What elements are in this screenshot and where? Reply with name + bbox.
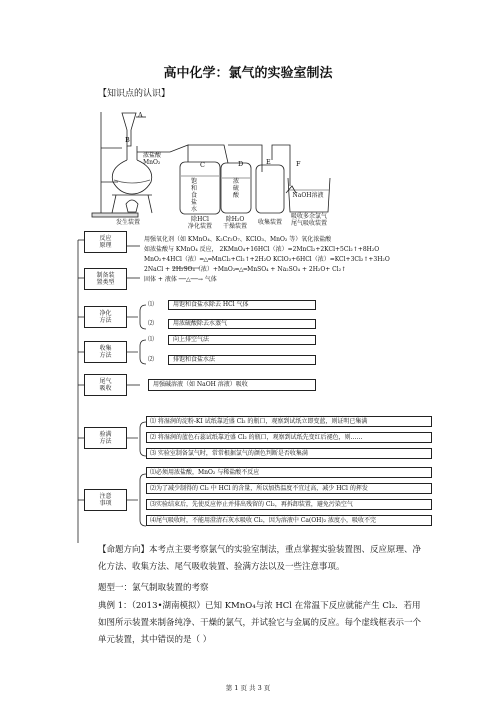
- full-check-item: ⑴ 将湿润的淀粉-KI 试纸靠近盛 Cl₂ 的瓶口，观察到试纸立即变蓝，则证明已集满: [146, 416, 432, 427]
- purify-item-number: ⑴: [148, 301, 155, 308]
- caption-generator: 发生装置: [115, 219, 140, 226]
- row-heading-tail-gas: 尾气 吸收: [84, 374, 127, 396]
- principle-line: 2NaCl + 2H₂SO₄（浓）+MnO₂═△═MnSO₄ + Na₂SO₄ + 2H₂O+ Cl₂↑: [144, 266, 347, 273]
- tail-gas-item: 用强碱溶液（如 NaOH 溶液）吸收: [148, 379, 316, 391]
- page-footer: 第 1 页 共 3 页: [225, 684, 271, 692]
- principle-line: 用强氧化剂（如 KMnO₄、K₂Cr₂O₇、KClO₃、MnO₂ 等）氧化浓盐酸: [144, 236, 332, 243]
- bottle-d-liquid: 浓硫酸: [232, 178, 239, 199]
- label-f: F: [296, 160, 301, 168]
- row-heading-notes: 注意 事项: [84, 489, 127, 511]
- note-item: ⑷尾气吸收时，不能用澄清石灰水吸收 Cl₂，因为溶液中 Ca(OH)₂ 浓度小，吸收不完: [146, 515, 432, 526]
- purify-item: 用饱和食盐水除去 HCl 气体: [168, 300, 316, 310]
- label-e: E: [266, 158, 271, 166]
- caption-collect: 收集装置: [257, 219, 282, 226]
- caption-purify: 除HCl 净化装置: [187, 216, 212, 230]
- collect-item: 排饱和食盐水法: [168, 355, 316, 365]
- principle-line: MnO₂+4HCl（浓）═△═MnCl₂+Cl₂↑+2H₂O KClO₃+6HCl（浓）=KCl+3Cl₂↑+3H₂O: [144, 256, 390, 263]
- beaker-liquid: NaOH溶液: [292, 192, 324, 199]
- full-check-item: ⑵ 将湿润的蓝色石蕊试纸靠近盛 Cl₂ 的瓶口，观察到试纸先变红后褪色，则……: [146, 432, 432, 443]
- full-check-item: ⑶ 实验室制备氯气时，常常根据氯气的颜色判断是否收集满: [146, 448, 432, 459]
- page-title: 高中化学：氯气的实验室制法: [163, 66, 333, 81]
- label-c: C: [200, 161, 205, 169]
- collect-item-number: ⑵: [148, 356, 155, 363]
- row-heading-apparatus-type: 制备装 置类型: [84, 268, 127, 290]
- label-b: B: [125, 136, 130, 144]
- row-heading-full-check: 验满 方法: [84, 427, 127, 449]
- row-heading-purify: 净化 方法: [84, 306, 127, 328]
- purify-item: 用浓硫酸除去水蒸气: [168, 319, 316, 329]
- purify-item-number: ⑵: [148, 320, 155, 327]
- caption-absorb: 吸收多余氯气 尾气吸收装置: [290, 213, 327, 227]
- bottle-c-liquid: 饱和食盐水: [190, 178, 197, 213]
- caption-dry: 除H₂O 干燥装置: [222, 216, 247, 230]
- topic-heading: 题型一：氯气制取装置的考察: [98, 583, 209, 593]
- row-heading-principle: 反应 原理: [84, 231, 127, 253]
- collect-item-number: ⑴: [148, 336, 155, 343]
- note-item: ⑶实验结束后，先使反应停止并排出残留的 Cl₂，再拆卸装置，避免污染空气: [146, 499, 432, 510]
- label-d: D: [238, 160, 244, 168]
- principle-line: 如浓盐酸与 KMnO₄ 反应， 2KMnO₄+16HCl（浓）=2MnCl₂+2KCl+5Cl₂↑+8H₂O: [144, 246, 380, 253]
- note-item: ⑴必须用浓盐酸，MnO₂ 与稀盐酸不反应: [146, 467, 432, 478]
- example-question: 典例 1：（2013•湖南模拟）已知 KMnO₄与浓 HCl 在常温下反应就能产生 Cl₂．若用如图所示装置来制备纯净、干燥的氯气，并试验它与金属的反应。每个虚线框表示一个单元装置，其中错误的是（ ）: [98, 601, 422, 645]
- row-heading-collect: 收集 方法: [84, 341, 127, 363]
- section-heading: 【知识点的认识】: [98, 89, 171, 99]
- reagent-label: 浓盐酸 MnO₂: [143, 152, 162, 166]
- apparatus-type-line: 固体 + 液体 ──△──→ 气体: [144, 276, 217, 283]
- note-item: ⑵为了减少制得的 Cl₂ 中 HCl 的含量，所以加热温度不宜过高，减少 HCl 的挥发: [146, 483, 432, 494]
- proposition-paragraph: 【命题方向】本考点主要考察氯气的实验室制法，重点掌握实验装置图、反应原理、净化方法、收集方法、尾气吸收装置、验满方法以及一些注意事项。: [98, 545, 422, 572]
- collect-item: 向上排空气法: [168, 335, 316, 345]
- label-a: A: [138, 111, 143, 119]
